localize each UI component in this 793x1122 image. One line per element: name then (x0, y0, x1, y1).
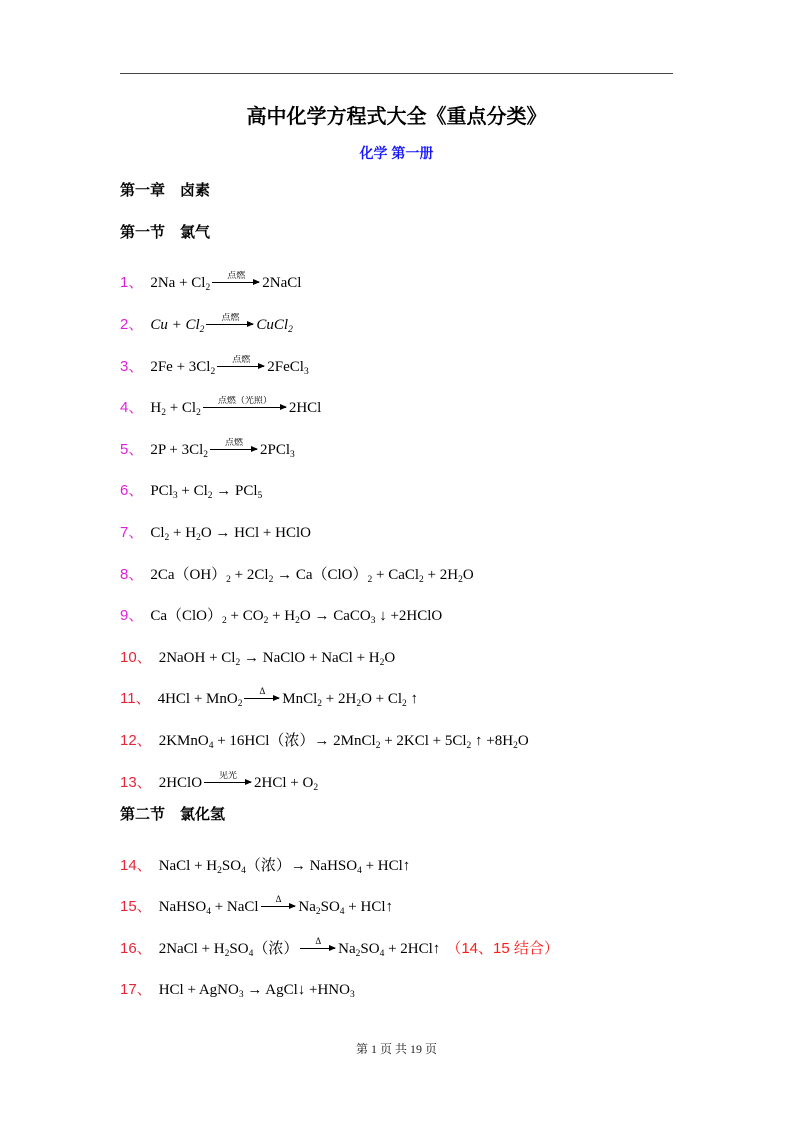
equation-formula (158, 936, 441, 959)
formula-text: + 2H (423, 566, 459, 583)
equation-row (120, 262, 673, 304)
subscript: 2 (367, 574, 373, 585)
formula-text: MnCl (282, 691, 318, 708)
equation-formula (158, 770, 319, 793)
formula-text: 2NaCl + H (158, 940, 225, 957)
equation-note: （14、15 结合） (446, 939, 559, 957)
equation-row (120, 678, 673, 720)
equation-formula (150, 437, 295, 460)
equation-formula (150, 354, 309, 377)
equation-row (120, 304, 673, 346)
reaction-condition: 点燃（光照） (217, 396, 272, 406)
formula-text: 2P + 3Cl (150, 441, 204, 458)
subscript: 2 (313, 782, 319, 793)
subscript: 2 (355, 948, 361, 959)
reaction-arrow (204, 771, 252, 789)
subscript: 2 (379, 657, 385, 668)
equation-formula (150, 312, 293, 335)
formula-text: 2NaOH + Cl (158, 649, 236, 666)
formula-text: Na (338, 940, 356, 957)
chapter-heading: 第一章 卤素 (120, 182, 211, 200)
subscript: 2 (237, 699, 243, 710)
equation-formula (150, 608, 443, 627)
formula-text: （浓） (253, 940, 299, 957)
formula-text: + H (268, 608, 296, 625)
equation-row (120, 969, 673, 1011)
formula-text: HCl + AgNO (158, 982, 239, 999)
subscript: 2 (295, 616, 300, 627)
equation-formula (150, 483, 263, 502)
formula-text: + HCl↑ (361, 857, 411, 874)
subscript: 4 (379, 948, 385, 959)
formula-text: O + Cl (361, 691, 403, 708)
subscript: 2 (288, 324, 293, 335)
arrow-line (210, 449, 257, 450)
subscript: 2 (268, 574, 274, 585)
formula-text: 2HCl (288, 400, 322, 417)
subscript: 3 (370, 616, 376, 627)
equation-number: 13、 (120, 773, 152, 791)
formula-text: + 2HCl↑ (384, 940, 441, 957)
formula-text: 2PCl (260, 441, 291, 458)
arrow-line (300, 948, 335, 949)
arrow-line (204, 782, 251, 783)
reaction-condition: Δ (259, 687, 266, 697)
equation-formula (159, 650, 396, 666)
arrow-line (217, 366, 264, 367)
formula-text: 2Na + Cl (150, 275, 206, 292)
reaction-arrow (300, 937, 336, 955)
subscript: 2 (196, 532, 201, 543)
reaction-condition: 点燃 (227, 271, 246, 281)
reaction-condition: 点燃 (232, 354, 251, 364)
equation-formula (150, 271, 302, 294)
equation-row (120, 845, 673, 887)
subscript: 2 (217, 865, 222, 876)
page-footer: 第 1 页 共 19 页 (355, 1042, 437, 1056)
subscript: 2 (315, 907, 321, 918)
formula-text: Cu + Cl (150, 316, 200, 333)
arrow-line (206, 324, 253, 325)
formula-text: → AgCl↓ +HNO (243, 982, 350, 999)
reaction-arrow (261, 895, 297, 913)
section-heading: 第二节 氯化氢 (120, 806, 226, 824)
reaction-condition: 见光 (219, 770, 238, 780)
formula-text: + HCl↑ (344, 899, 394, 916)
equation-number: 3、 (120, 357, 144, 375)
formula-text: ↑ (406, 691, 419, 708)
subscript: 4 (208, 740, 214, 751)
subscript: 4 (339, 907, 345, 918)
formula-text: 2KMnO (158, 732, 209, 749)
equation-number: 16、 (120, 939, 152, 957)
formula-text: Cl (150, 524, 165, 541)
equation-number: 14、 (120, 856, 152, 874)
equation-row (120, 346, 673, 388)
equation-formula (158, 895, 394, 918)
header-rule (120, 73, 673, 74)
formula-text: + 2KCl + 5Cl (380, 732, 467, 749)
subscript: 2 (356, 699, 362, 710)
equation-number: 7、 (120, 523, 144, 541)
formula-text: 2HCl + O (254, 774, 314, 791)
subscript: 2 (161, 408, 166, 419)
equation-row (120, 595, 673, 637)
equation-number: 4、 (120, 399, 144, 417)
formula-text: + NaCl (210, 899, 259, 916)
subscript: 3 (303, 366, 309, 377)
subscript: 4 (241, 865, 246, 876)
reaction-arrow (244, 687, 280, 705)
formula-text: + 2H (322, 691, 357, 708)
subscript: 2 (203, 449, 209, 460)
equation-row (120, 637, 673, 679)
subscript: 4 (357, 865, 362, 876)
equation-formula (159, 858, 411, 874)
formula-text: ↓ +2HClO (375, 608, 443, 625)
formula-text: SO (320, 899, 340, 916)
formula-text: 2HClO (158, 774, 203, 791)
subscript: 2 (458, 574, 463, 585)
subscript: 2 (375, 740, 381, 751)
page-content (120, 100, 673, 1011)
formula-text: O (517, 732, 529, 749)
reaction-arrow (206, 313, 254, 331)
formula-text: O → HCl + HClO (200, 524, 311, 541)
subscript: 4 (248, 948, 254, 959)
formula-text: → Ca（ClO） (273, 566, 368, 583)
formula-text: SO (221, 857, 242, 874)
equation-number: 6、 (120, 482, 144, 500)
sections-container (120, 221, 673, 1011)
equation-number: 8、 (120, 565, 144, 583)
subscript: 2 (402, 699, 407, 710)
equation-formula (157, 687, 419, 710)
equation-formula (158, 982, 355, 1001)
formula-text: + Cl (165, 400, 197, 417)
subscript: 2 (419, 574, 424, 585)
subscript: 3 (238, 990, 244, 1001)
equation-formula (150, 567, 473, 583)
equation-row (120, 387, 673, 429)
equation-row (120, 886, 673, 928)
formula-text: + H (169, 524, 197, 541)
equation-number: 15、 (120, 898, 152, 916)
subscript: 2 (164, 532, 170, 543)
subscript: 2 (235, 657, 241, 668)
equation-row (120, 928, 673, 970)
subscript: 2 (205, 283, 211, 294)
formula-text: SO (360, 940, 380, 957)
equation-row (120, 720, 673, 762)
formula-text: CuCl (256, 316, 289, 333)
equation-number: 17、 (120, 981, 152, 999)
subscript: 4 (206, 907, 211, 918)
formula-text: H (150, 400, 162, 417)
formula-text: O (384, 649, 396, 666)
reaction-arrow (212, 271, 260, 289)
subscript: 2 (263, 616, 269, 627)
arrow-line (212, 282, 259, 283)
equation-number: 2、 (120, 315, 144, 333)
reaction-condition: 点燃 (221, 312, 240, 322)
arrow-line (244, 698, 279, 699)
subscript: 3 (349, 990, 355, 1001)
equation-row (120, 512, 673, 554)
formula-text: O → CaCO (299, 608, 371, 625)
formula-text: PCl (150, 483, 173, 500)
formula-text: 4HCl + MnO (157, 691, 238, 708)
formula-text: → NaClO + NaCl + H (240, 649, 380, 666)
equation-formula (150, 396, 322, 419)
equation-row (120, 470, 673, 512)
formula-text: 2FeCl (267, 358, 304, 375)
subscript: 2 (222, 616, 227, 627)
subscript: 2 (210, 366, 216, 377)
equation-number: 12、 (120, 731, 152, 749)
formula-text: + 16HCl（浓）→ 2MnCl (213, 732, 376, 749)
formula-text: → PCl (212, 483, 258, 500)
equation-number: 1、 (120, 274, 144, 292)
page-subtitle: 化学 第一册 (359, 145, 434, 161)
formula-text: + Cl (177, 483, 208, 500)
subscript: 2 (466, 740, 472, 751)
formula-text: （浓）→ NaHSO (245, 857, 358, 874)
reaction-condition: 点燃 (225, 437, 244, 447)
equation-number: 9、 (120, 607, 144, 625)
formula-text: 2Fe + 3Cl (150, 358, 211, 375)
subscript: 2 (207, 491, 213, 502)
formula-text: NaCl + H (158, 857, 218, 874)
formula-text: + 2Cl (230, 566, 269, 583)
section-heading: 第一节 氯气 (120, 223, 211, 241)
subscript: 2 (196, 408, 201, 419)
subscript: 2 (224, 948, 230, 959)
reaction-condition: Δ (315, 936, 322, 946)
formula-text: NaHSO (158, 899, 207, 916)
reaction-arrow (203, 396, 287, 414)
formula-text: 2NaCl (262, 275, 302, 292)
subscript: 3 (172, 491, 178, 502)
equation-row (120, 554, 673, 596)
page-title: 高中化学方程式大全《重点分类》 (246, 106, 547, 128)
equation-formula (150, 525, 311, 541)
formula-text: 2Ca（OH） (150, 566, 227, 583)
formula-text: ↑ +8H (471, 732, 514, 749)
subscript: 2 (199, 324, 205, 335)
arrow-line (261, 906, 296, 907)
formula-text: + CO (226, 608, 264, 625)
equation-row (120, 429, 673, 471)
reaction-arrow (210, 438, 258, 456)
equation-number: 5、 (120, 440, 144, 458)
formula-text: Na (298, 899, 316, 916)
formula-text: + CaCl (372, 566, 420, 583)
reaction-arrow (217, 355, 265, 373)
subscript: 2 (317, 699, 323, 710)
equation-number: 11、 (120, 690, 151, 708)
subscript: 3 (290, 449, 295, 460)
subscript: 5 (257, 491, 263, 502)
formula-text: O (462, 566, 474, 583)
equation-number: 10、 (120, 648, 152, 666)
subscript: 2 (513, 740, 518, 751)
reaction-condition: Δ (275, 895, 282, 905)
subscript: 2 (226, 574, 231, 585)
equation-formula (159, 733, 529, 749)
formula-text: SO (229, 940, 249, 957)
formula-text: Ca（ClO） (150, 608, 223, 625)
equation-row (120, 762, 673, 804)
arrow-line (203, 407, 286, 408)
